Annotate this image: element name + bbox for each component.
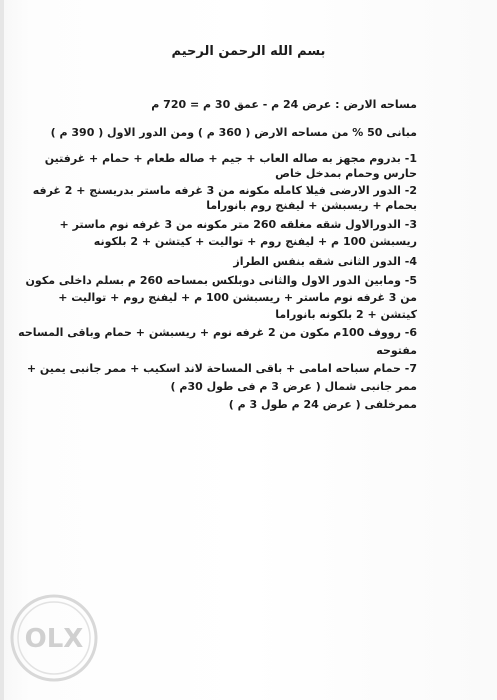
list-item-3-line-1: 3- الدورالاول شقه مغلقه 260 متر مكونه من 3 غرفه نوم ماستر + (59, 218, 417, 231)
list-item-6-line-2: مفتوحه (376, 344, 417, 357)
list-item-3-line-2: ريسبشن 100 م + ليفنج روم + تواليت + كيتشن + 2 بلكونه (93, 235, 417, 248)
list-item-1-line-2: حارس وحمام بمدخل خاص (275, 167, 417, 180)
list-item-5-line-2: من 3 غرفه نوم ماستر + ريسبشن 100 م + ليفنج روم + تواليت + (58, 291, 417, 304)
list-item-5-line-3: كيتشن + 2 بلكونه بانوراما (275, 308, 417, 321)
list-item-7-line-3: ممرخلفى ( عرض 24 م طول 3 م ) (228, 398, 417, 411)
list-item-4: 4- الدور الثانى شقه بنفس الطراز (233, 255, 417, 268)
list-item-1-line-1: 1- بدروم مجهز به صاله العاب + جيم + صاله طعام + حمام + غرفتين (44, 152, 417, 165)
list-item-5-line-1: 5- ومابين الدور الاول والثانى دوبلكس بمساحه 260 م بسلم داخلى مكون (25, 274, 417, 287)
page-edge-shadow (0, 0, 4, 700)
land-area-line: مساحه الارض : عرض 24 م - عمق 30 م = 720 م (151, 98, 417, 111)
list-item-2-line-2: بحمام + ريسبشن + ليفنج روم بانوراما (206, 199, 417, 212)
watermark-text: OLX (24, 624, 84, 654)
building-ratio-line: مبانى 50 % من مساحه الارض ( 360 م ) ومن الدور الاول ( 390 م ) (50, 126, 417, 139)
list-item-7-line-1: 7- حمام سباحه امامى + باقى المساحة لاند اسكيب + ممر جانبى يمين + (26, 362, 417, 375)
list-item-7-line-2: ممر جانبى شمال ( عرض 3 م فى طول 30م ) (170, 380, 417, 393)
list-item-6-line-1: 6- رووف 100م مكون من 2 غرفه نوم + ريسبشن + حمام وباقى المساحه (18, 326, 417, 339)
list-item-2-line-1: 2- الدور الارضى فيلا كامله مكونه من 3 غرفه ماستر بدريسنج + 2 غرفه (32, 184, 417, 197)
document-heading: بسم الله الرحمن الرحيم (171, 44, 326, 59)
